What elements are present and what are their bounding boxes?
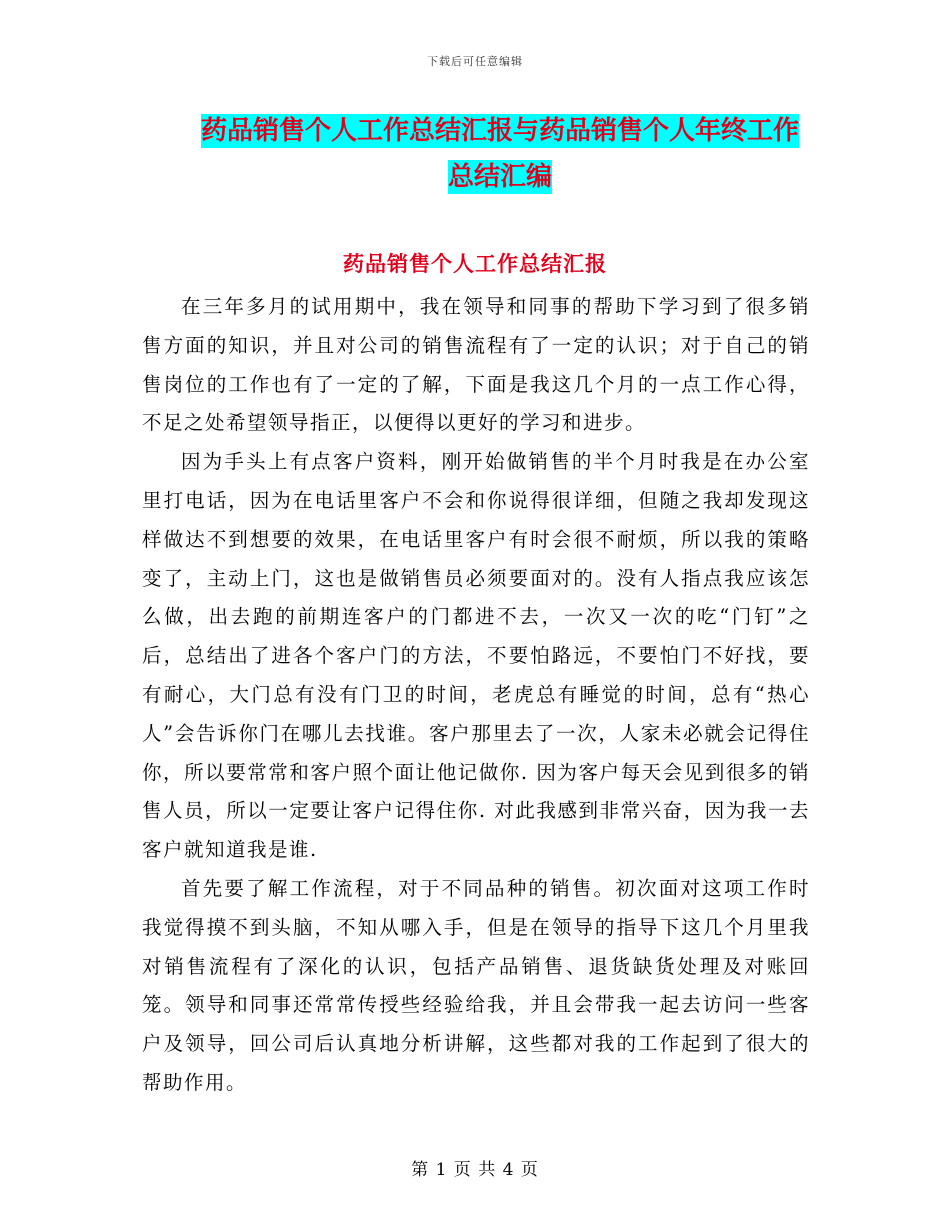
body-text [142, 288, 810, 1103]
document-title-line-2: 总结汇编 [447, 162, 552, 192]
page-footer: 第 1 页 共 4 页 [411, 1160, 539, 1180]
section-title: 药品销售个人工作总结汇报 [343, 252, 607, 276]
paragraph: 首先要了解工作流程，对于不同品种的销售。初次面对这项工作时我觉得摸不到头脑，不知从哪入手，但是在领导的指导下这几个月里我对销售流程有了深化的认识，包括产品销售、退货缺货处理及对账回笼。领导和同事还常常传授些经验给我，并且会带我一起去访问一些客户及领导，回公司后认真地分析讲解，这些都对我的工作起到了很大的帮助作用。 [142, 876, 810, 1094]
document-title [140, 108, 860, 200]
document-title-line-1: 药品销售个人工作总结汇报与药品销售个人年终工作 [200, 116, 799, 146]
header-note: 下载后可任意编辑 [427, 55, 523, 68]
paragraph: 因为手头上有点客户资料，刚开始做销售的半个月时我是在办公室里打电话，因为在电话里客户不会和你说得很详细，但随之我却发现这样做达不到想要的效果，在电话里客户有时会很不耐烦，所以我的策略变了，主动上门，这也是做销售员必须要面对的。没有人指点我应该怎么做，出去跑的前期连客户的门都进不去，一次又一次的吃“门钉”之后，总结出了进各个客户门的方法，不要怕路远，不要怕门不好找，要有耐心，大门总有没有门卫的时间，老虎总有睡觉的时间，总有“热心人”会告诉你门在哪儿去找谁。客户那里去了一次，人家未必就会记得住你，所以要常常和客户照个面让他记做你. 因为客户每天会见到很多的销售人员，所以一定要让客户记得住你. 对此我感到非常兴奋，因为我一去客户就知道我是谁. [142, 450, 810, 862]
paragraph: 在三年多月的试用期中，我在领导和同事的帮助下学习到了很多销售方面的知识，并且对公司的销售流程有了一定的认识；对于自己的销售岗位的工作也有了一定的了解，下面是我这几个月的一点工作心得，不足之处希望领导指正，以便得以更好的学习和进步。 [142, 295, 810, 435]
